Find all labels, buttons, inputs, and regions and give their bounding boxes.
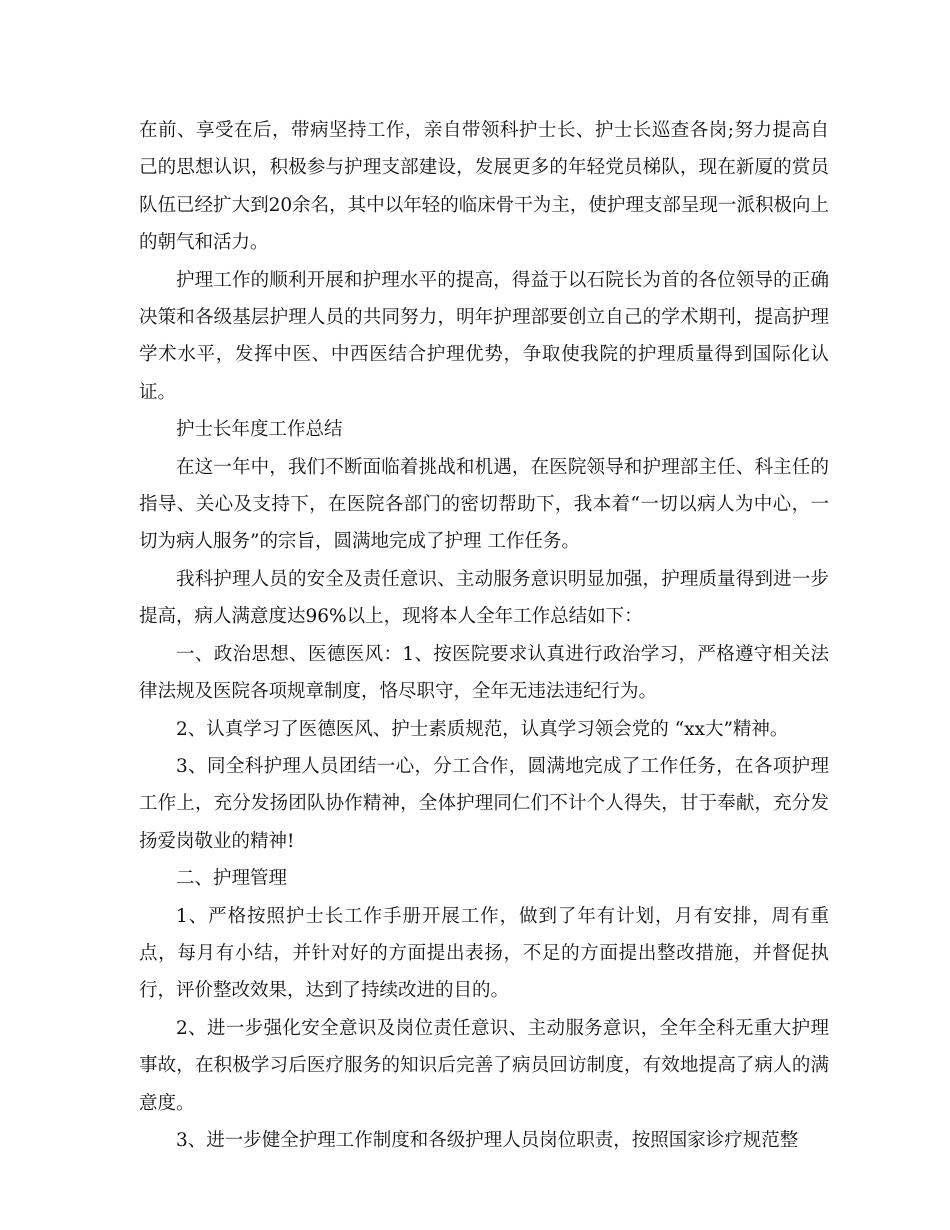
paragraph: 3、进一步健全护理工作制度和各级护理人员岗位职责，按照国家诊疗规范整 [176,1129,799,1151]
paragraph: 2、认真学习了医德医风、护士素质规范，认真学习领会党的 “xx大”精神。 [176,718,789,740]
paragraph: 2、进一步强化安全意识及岗位责任意识、主动服务意识，全年全科无重大护理事故，在积极学习后医疗服务的知识后完善了病员回访制度，有效地提高了病人的满意度。 [139,1017,829,1114]
paragraph: 1、严格按照护士长工作手册开展工作，做到了年有计划，月有安排，周有重点，每月有小结，并针对好的方面提出表扬，不足的方面提出整改措施，并督促执行，评价整改效果，达到了持续改进的目的。 [139,905,829,1002]
paragraph: 在这一年中，我们不断面临着挑战和机遇，在医院领导和护理部主任、科主任的指导、关心及支持下，在医院各部门的密切帮助下，我本着“一切以病人为中心，一切为病人服务”的宗旨，圆满地完成了护理 工作任务。 [139,456,829,553]
document-body [139,112,829,1159]
paragraph: 护理工作的顺利开展和护理水平的提高，得益于以石院长为首的各位领导的正确决策和各级基层护理人员的共同努力，明年护理部要创立自己的学术期刊，提高护理学术水平，发挥中医、中西医结合护理优势，争取使我院的护理质量得到国际化认证。 [139,269,829,403]
section-heading: 二、护理管理 [176,868,288,890]
paragraph: 一、政治思想、医德医风：1、按医院要求认真进行政治学习，严格遵守相关法律法规及医院各项规章制度，恪尽职守，全年无违法违纪行为。 [139,643,829,703]
paragraph: 我科护理人员的安全及责任意识、主动服务意识明显加强，护理质量得到进一步提高，病人满意度达96%以上，现将本人全年工作总结如下： [139,568,829,628]
paragraph: 3、同全科护理人员团结一心，分工合作，圆满地完成了工作任务，在各项护理工作上，充分发扬团队协作精神，全体护理同仁们不计个人得失，甘于奉献，充分发扬爱岗敬业的精神! [139,755,829,852]
paragraph-continued: 在前、享受在后，带病坚持工作，亲自带领科护士长、护士长巡查各岗;努力提高自己的思想认识，积极参与护理支部建设，发展更多的年轻党员梯队，现在新厦的赏员队伍已经扩大到20余名，其中以年轻的临床骨干为主，使护理支部呈现一派积极向上的朝气和活力。 [139,120,829,254]
section-title: 护士长年度工作总结 [176,419,343,441]
